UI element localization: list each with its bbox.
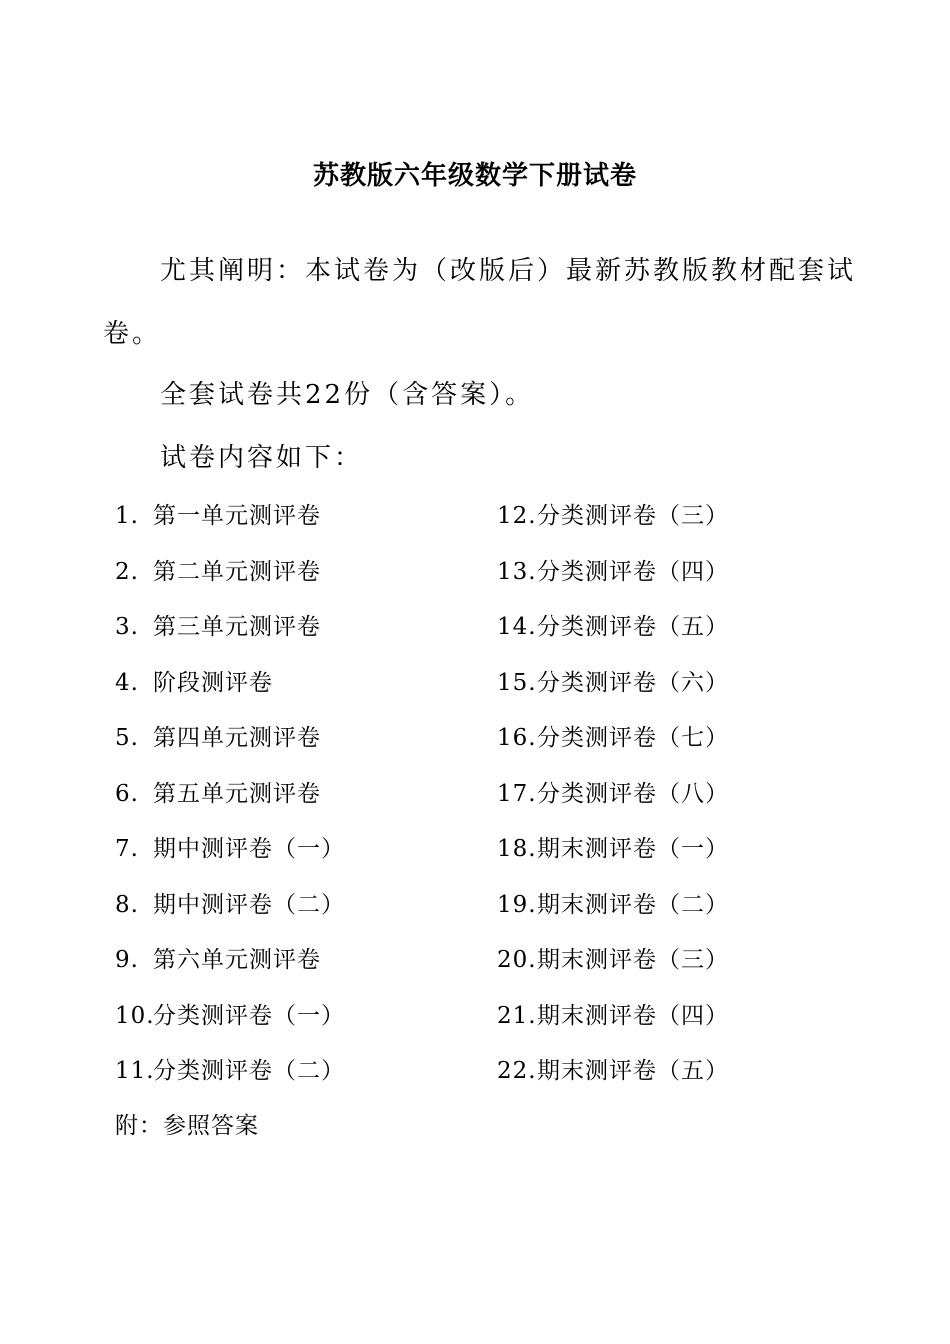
set-count-text: 全套试卷共22份（含答案）。 [160,380,535,410]
list-item [497,1053,729,1109]
contents-list-right [497,498,729,1109]
item-number: 3. [115,614,139,640]
item-label: 分类测评卷（二） [153,1058,345,1084]
item-number: 11. [115,1058,155,1084]
list-item [497,554,729,610]
item-number: 18. [497,836,537,862]
item-label: 期中测评卷（二） [153,891,345,918]
item-label: 期末测评卷（一） [537,836,729,862]
item-label: 分类测评卷（三） [537,503,729,529]
item-number: 20. [497,947,537,973]
list-item [497,831,729,887]
item-number: 22. [497,1058,537,1084]
item-label: 第二单元测评卷 [153,558,321,585]
list-item [115,720,345,776]
list-item [115,498,345,554]
item-label: 期末测评卷（二） [537,891,729,918]
list-item [115,554,345,610]
item-label: 分类测评卷（五） [537,614,729,640]
item-label: 分类测评卷（一） [153,1002,345,1029]
appendix-note: 附：参照答案 [115,1113,259,1139]
item-label: 分类测评卷（八） [537,780,729,807]
item-number: 14. [497,614,537,640]
contents-list-left [115,498,345,1109]
list-item [497,776,729,832]
item-number: 1. [115,503,139,529]
item-number: 6. [115,780,139,807]
list-item [115,776,345,832]
item-number: 19. [497,891,537,918]
list-item [115,1053,345,1109]
list-item [115,831,345,887]
item-label: 期末测评卷（四） [537,1002,729,1029]
list-item [497,720,729,776]
item-number: 4. [115,669,139,696]
list-item [497,665,729,721]
list-item [115,887,345,943]
intro-line-1: 尤其阐明：本试卷为（改版后）最新苏教版教材配套试 [160,256,857,286]
item-number: 9. [115,947,139,973]
item-number: 17. [497,780,537,807]
contents-label: 试卷内容如下： [160,443,364,473]
list-item [115,942,345,998]
list-item [497,887,729,943]
item-number: 21. [497,1002,537,1029]
list-item [497,498,729,554]
item-number: 13. [497,558,537,585]
item-label: 期末测评卷（三） [537,947,729,973]
list-item [497,998,729,1054]
list-item [497,609,729,665]
item-number: 7. [115,836,139,862]
item-number: 15. [497,669,537,696]
item-label: 分类测评卷（四） [537,558,729,585]
item-number: 8. [115,891,139,918]
item-number: 5. [115,725,139,751]
item-label: 分类测评卷（七） [537,725,729,751]
list-item [115,998,345,1054]
list-item [115,609,345,665]
item-label: 阶段测评卷 [153,669,273,696]
item-number: 16. [497,725,537,751]
intro-line-2: 卷。 [103,319,162,349]
page-title: 苏教版六年级数学下册试卷 [312,161,637,191]
item-number: 10. [115,1002,155,1029]
item-number: 12. [497,503,537,529]
item-number: 2. [115,558,139,585]
list-item [497,942,729,998]
item-label: 期中测评卷（一） [153,836,345,862]
item-label: 第五单元测评卷 [153,780,321,807]
item-label: 分类测评卷（六） [537,669,729,696]
item-label: 第四单元测评卷 [153,725,321,751]
item-label: 期末测评卷（五） [537,1058,729,1084]
item-label: 第三单元测评卷 [153,614,321,640]
list-item [115,665,345,721]
item-label: 第六单元测评卷 [153,947,321,973]
item-label: 第一单元测评卷 [153,503,321,529]
